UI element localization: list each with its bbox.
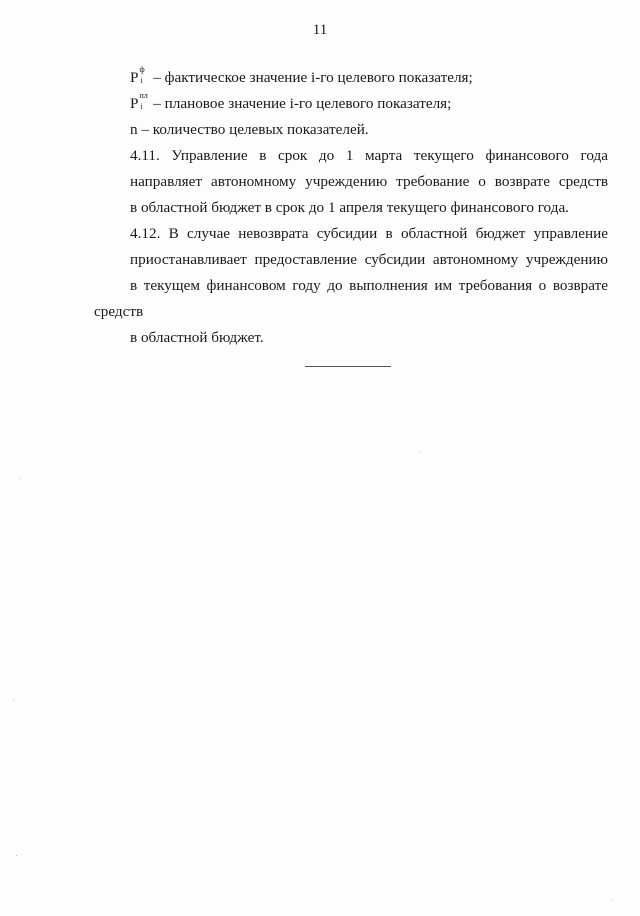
- symbol-letter: P: [130, 69, 139, 86]
- subscript: i: [140, 101, 143, 111]
- document-body: [94, 65, 608, 351]
- paragraph-line: в областной бюджет.: [130, 329, 264, 346]
- symbol-letter: P: [130, 95, 139, 112]
- subscript: i: [140, 75, 143, 85]
- definition-actual-value: [130, 65, 608, 91]
- symbol-p-planned: [130, 91, 149, 117]
- paragraph-4-11: [94, 143, 608, 221]
- definition-count: [130, 117, 608, 143]
- scan-speck: [420, 452, 421, 453]
- scan-speck: [612, 900, 613, 901]
- paragraph-line: направляет автономному учреждению требование о возврате средств: [130, 173, 608, 190]
- scan-speck: [16, 855, 17, 856]
- superscript: ф: [139, 64, 145, 74]
- page-number: 11: [312, 22, 328, 38]
- scan-speck: [20, 478, 21, 479]
- superscript: пл: [139, 90, 148, 100]
- paragraph-line: в текущем финансовом году до выполнения им требования о возврате средств: [94, 277, 608, 320]
- definition-text: n – количество целевых показателей.: [130, 121, 369, 138]
- symbol-scripts: [139, 64, 149, 88]
- paragraph-line: приостанавливает предоставление субсидии автономному учреждению: [130, 251, 608, 268]
- symbol-p-actual: [130, 65, 149, 91]
- paragraph-line: в областной бюджет в срок до 1 апреля текущего финансового года.: [130, 199, 569, 216]
- scan-speck: [13, 700, 14, 701]
- definition-text: – фактическое значение i-го целевого показателя;: [153, 69, 473, 86]
- end-divider-line: [305, 366, 391, 367]
- paragraph-line: 4.11. Управление в срок до 1 марта текущего финансового года: [130, 147, 608, 164]
- paragraph-4-12: [94, 221, 608, 351]
- definition-text: – плановое значение i-го целевого показателя;: [153, 95, 452, 112]
- definition-planned-value: [130, 91, 608, 117]
- paragraph-line: 4.12. В случае невозврата субсидии в областной бюджет управление: [130, 225, 608, 242]
- symbol-scripts: [139, 90, 149, 114]
